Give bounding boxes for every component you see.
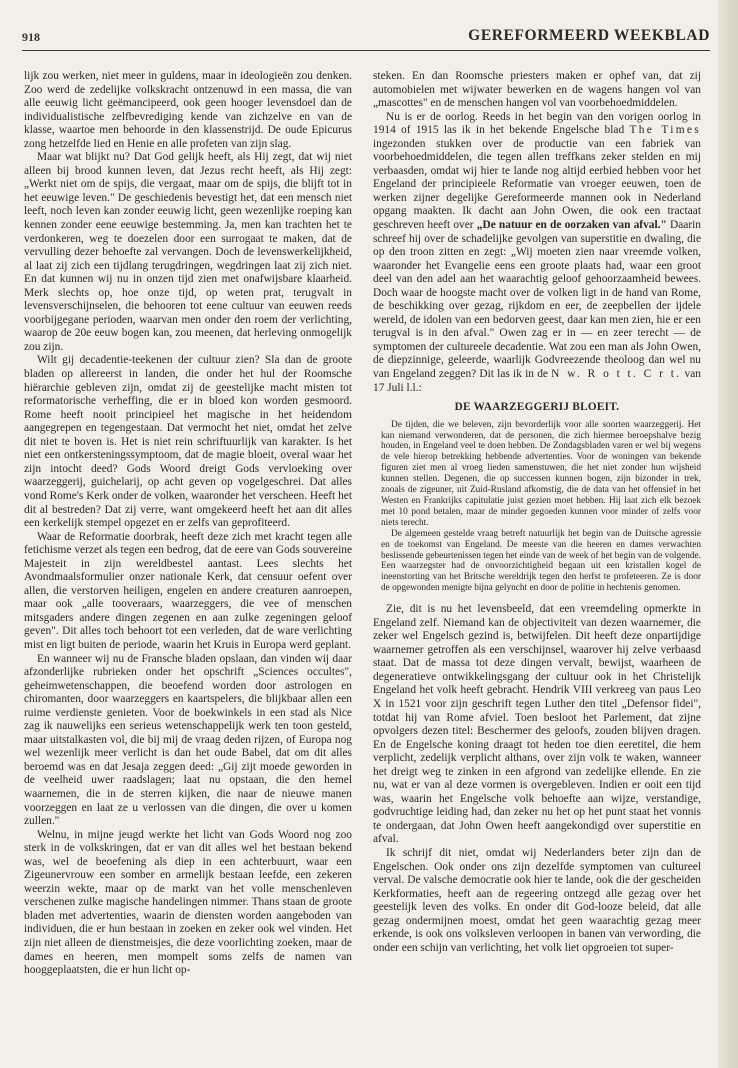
left-paragraph-6: Welnu, in mijne jeugd werkte het licht van Gods Woord nog zoo sterk in de volkskringen, dat er van dit alles wel het bestaan bekend was, wel de beoefening als diep in een achterbuurt, waar een Zigeunervrouw een somber en armelijk bestaan leefde, een zekeren weerzin wekte, maar op de markt van het volle menschenleven verschenen zulke magische handelingen nimmer. Thans staan de groote bladen met advertenties, waarin de diensten worden aangeboden van individuen, die er hun bestaan in zoeken en zeker ook wel vinden. Het zijn niet alleen de dienstmeisjes, die deze voorlichting zoeken, maar de dames en heeren, men mompelt soms zelfs de namen van hooggeplaatsten, die er hun licht op- <box>24 828 352 977</box>
page-number: 918 <box>22 30 40 44</box>
left-column <box>24 70 352 978</box>
left-paragraph-3: Wilt gij decadentie-teekenen der cultuur zien? Sla dan de groote bladen op allereerst in landen, die onder het hul der Roomsche hiërarchie gebleven zijn, omdat zij de geestelijke macht misten tot reformatorische verheffing, die er in bloed kon worden gesmoord. Rome heeft nooit principieel het magische in het heidendom aangegrepen en tegengestaan. Dat vermocht het niet, omdat het zelve dit niet te boven is. Het is niet rein schriftuurlijk van karakter. Is het niet een ontkersteningssymptoom, dat de magie bloeit, overal waar het zijn intocht deed? Gods Woord dreigt Gods vervloeking over waarzeggerij, guichelarij, op acht geven op vogelgeschrei. Dat alles vond Rome's Kerk onder de volken, waaronder het verscheen. Heeft het dit al bestreden? Dat zij verre, want omgekeerd heeft het aan dit alles een kerkelijk stempel opgezet en er zelfs van geprofiteerd. <box>24 354 352 530</box>
right-paragraph-4: Ik schrijf dit niet, omdat wij Nederlanders beter zijn dan de Engelschen. Ook onder ons zijn dezelfde symptomen van cultureel verval. De valsche democratie ook hier te lande, ook die der gescheiden Kerkformaties, heeft aan de regeering ontzegd alle gezag over het geestelijk leven des volks. En onder dit God-looze beleid, dat alle gezag ondermijnen moest, omdat het geen waarachtig gezag meer erkende, is ook ons volksleven verloopen in banen van verwording, die onder een schijn van verlichting, het volk liet opgroeien tot super- <box>373 847 701 954</box>
quoted-article-title: DE WAARZEGGERIJ BLOEIT. <box>454 401 620 414</box>
left-paragraph-4: Waar de Reformatie doorbrak, heeft deze zich met kracht tegen alle fetichisme verzet als tegen een bedrog, dat de eere van Gods souvereine Majesteit in zijn wereldbestel aantast. Lees slechts het Avondmaalsformulier onzer nationale Kerk, dat censuur oefent over allen, die verstorven heiligen, engelen en andere creaturen aanroepen, maar ook „alle tooveraars, waarzeggers, die vee of menschen mitsgaders andere dingen zegenen en aan zulke zegeningen geloof geven". Dit alles toch behoort tot een verleden, dat de ware verlichting mist en ligt buiten de periode, waarin het Kruis in Europa werd geplant. <box>24 530 352 651</box>
left-paragraph-5: En wanneer wij nu de Fransche bladen opslaan, dan vinden wij daar afzonderlijke rubrieken onder het opschrift „Sciences occultes", geheimwetenschappen, die beoefend worden door astrologen en chiromanten, door waarzeggers en kaartspelers, die blijkbaar allen een ruime verdienste genieten. Voor de boekwinkels in een stad als Nice zag ik nauwelijks een serieus wetenschappelijk werk ten toon gesteld, maar uitstalkasten vol, die bij mij de vraag deden rijzen, of Europa nog wel wezenlijk meer verlicht is dan het oude Babel, dat om dit alles beroemd was en dat Jesaja zeggen deed: „Gij zijt moede geworden in de veelheid uwer raadslagen; laat nu opstaan, die den hemel waarnemen, die in de sterren kijken, die naar de nieuwe manen voorzeggen en laat ze u verlossen van die dingen, die over u komen zullen." <box>24 652 352 828</box>
right-paragraph-1: steken. En dan Roomsche priesters maken er ophef van, dat zij automobielen met wijwater bewerken en de wagens hangen vol van „mascottes" en de menschen hangen vol van voorbehoedmiddelen. <box>373 70 701 110</box>
right-paragraph-2-text: Nu is er de oorlog. Reeds in het begin van den vorigen oorlog in 1914 of 1915 las ik in het bekende Engelsche blad <box>373 110 701 137</box>
page-edge <box>718 0 738 1068</box>
quoted-paragraph-2: De algemeen gestelde vraag betreft natuurlijk het begin van de Duitsche agressie en de toekomst van Engeland. De meeste van die heeren en dames verwachten beslissende gebeurtenissen tegen het einde van de week of het begin van de volgende. Een waarzegster had de onvoorzichtigheid begaan uit een kristallen kogel de ineenstorting van het Britsche wereldrijk tegen den herfst te profeteeren. Ze is door de opgewonden menigte bijna gelyncht en door de politie in hechtenis genomen. <box>381 528 701 594</box>
newspaper-reference: N w. R o t t. C r t. <box>551 368 682 381</box>
citation-date: van 17 Juli l.l.: <box>373 368 701 394</box>
quoted-paragraph-1: De tijden, die we beleven, zijn bevorderlijk voor alle soorten waarzeggerij. Het kan niemand verwonderen, dat de personen, die zich hiermee beroepshalve bezig houden, in Engeland veel te doen hebben. De Zondagsbladen varen er wel bij wegens de vele hierop betrekking hebbende advertenties. Voor de woningen van bekende figuren ziet men al vroeg lieden samenstuwen, die het niet zonder hun wijsheid kunnen stellen. Degenen, die op successen kunnen bogen, zijn bizonder in trek, zooals de zigeuner, uit Zuid-Rusland afkomstig, die de data van het offensief in het Westen en Frankrijks capitulatie juist gezien moet hebben. Hij laat zich elk bezoek met 10 pond betalen, maar de minder gegoeden kunnen voor minder of zelfs voor niets terecht. <box>381 419 701 528</box>
left-paragraph-2: Maar wat blijkt nu? Dat God gelijk heeft, als Hij zegt, dat wij niet alleen bij brood kunnen leven, dat Jezus recht heeft, als Hij zegt: „Werkt niet om de spijs, die vergaat, maar om de spijs, die blijft tot in het eeuwige leven." De geschiedenis bevestigt het, dat een mensch niet leeft, noch leven kan zonder eeuwig licht, geen wezenlijke roeping kan kennen zonder eene eeuwige bestemming. Ja, men kan trachten het te verdonkeren, weg te doezelen door een surrogaat te maken, dat de vervulling dezer behoefte zal vervangen. Doch de levenswerkelijkheid, al laat zij zich een tijdlang terugdringen, wegdringen laat zij zich niet. En dat kunnen wij nu in onzen tijd zien met onafwijsbare klaarheid. Merk slechts op, hoe onze tijd, op weten prat, terugvalt in levensverschijnselen, die behooren tot eene cultuur van eeuwen reeds voorbijgegane perioden, waarvan men onder den roem der verlichting, waarop de 20e eeuw bogen kan, zou meenen, dat herleving onmogelijk zou zijn. <box>24 151 352 353</box>
right-paragraph-3: Zie, dit is nu het levensbeeld, dat een vreemdeling opmerkte in Engeland zelf. Niemand kan de objectiviteit van dezen waarnemer, die zeker wel Engelsch gezind is, betwijfelen. Dit heeft deze onpartijdige waarnemer getroffen als een verschijnsel, waarover hij zelve verbaasd staat. Dat de massa tot deze dingen vervalt, bewijst, waarheen de degeneratieve ontwikkelingsgang der cultuur ook in het Christelijk Engeland het volk heeft gebracht. Hendrik VIII verkreeg van paus Leo X in 1521 voor zijn geschrift tegen Luther den titel „Defensor fidei", totdat hij van Rome afviel. Toen besloot het Parlement, dat zijne opvolgers dezen titel: Beschermer des geloofs, zouden blijven dragen. En de Engelsche koning draagt tot heden toe dien eeretitel, die hem verplicht, zedelijk verplicht althans, over zijn volk te waken, wanneer het dreigt weg te zinken in een afgrond van zedelijke ellende. En zie nu, wat er van al deze vormen is overgebleven. Indien er ooit een tijd was, waarin het Engelsche volk behoefte aan wijze, verstandige, godvruchtige leiding had, dan zeker nu het op het punt staat het vonnis te ondergaan, dat John Owen heeft aangekondigd over superstitie en afval. <box>373 603 701 846</box>
right-paragraph-2 <box>373 111 701 395</box>
times-name: The Times <box>629 124 701 137</box>
owen-quote: Daarin schreef hij over de schadelijke gevolgen van superstitie en dwaling, die op den troon zitten en zegt: „Wij moeten zien naar vreemde volken, waaronder het Evangelie eens een groote plaats had, waar een groot deel van den adel aan het waarachtig geloof gehoorzaamheid bewees. Doch waar de hoogste macht over de volken ligt in de hand van Rome, de beschikking over gezag, rijkdom en eer, de zeepbellen der ijdele wereld, de idolen van een bedorven geest, daar kan men zien, hie er een terugval is in den afval." Owen zag er in — en zeer terecht — de symptomen der cultureele decadentie. Wat zou een man als John Owen, de diepzinnige, geleerde, waarlijk Godvreezende theoloog dan wel nu van Engeland zeggen? Dit las ik in de <box>373 219 701 381</box>
owen-tract-title: „De natuur en de oorzaken van afval." <box>476 219 667 232</box>
left-paragraph-1: lijk zou werken, niet meer in guldens, maar in ideologieën zou denken. Zoo werd de zedelijke volkskracht ontzenuwd in een massa, die van alle eeuwig licht geëmancipeerd, ook geen hooger levensdoel dan de individualistische zelfbevrediging kende van zichzelve en van de klasse, waartoe men behoorde in den klassenstrijd. De oude Epicurus zong hetzelfde lied en Henie en alle profeten van zijn slag. <box>24 70 352 150</box>
page-header <box>22 27 710 51</box>
times-continuation: ingezonden stukken over de productie van een fabriek van voorbehoedmiddelen, die tegen allen treffkans zeker stelden en mij verbaasden, omdat wij hier te lande nog altijd eerbied hebben voor het Engeland der principieele Reformatie van vroeger eeuwen, toen de werken zijner degelijke Gereformeerde mannen ook in Nederland opgang maakten. Ik dacht aan John Owen, die ook een tractaat geschreven heeft over <box>373 137 701 232</box>
right-column <box>373 70 701 955</box>
quoted-article <box>373 420 701 595</box>
journal-title: GEREFORMEERD WEEKBLAD <box>468 27 710 44</box>
